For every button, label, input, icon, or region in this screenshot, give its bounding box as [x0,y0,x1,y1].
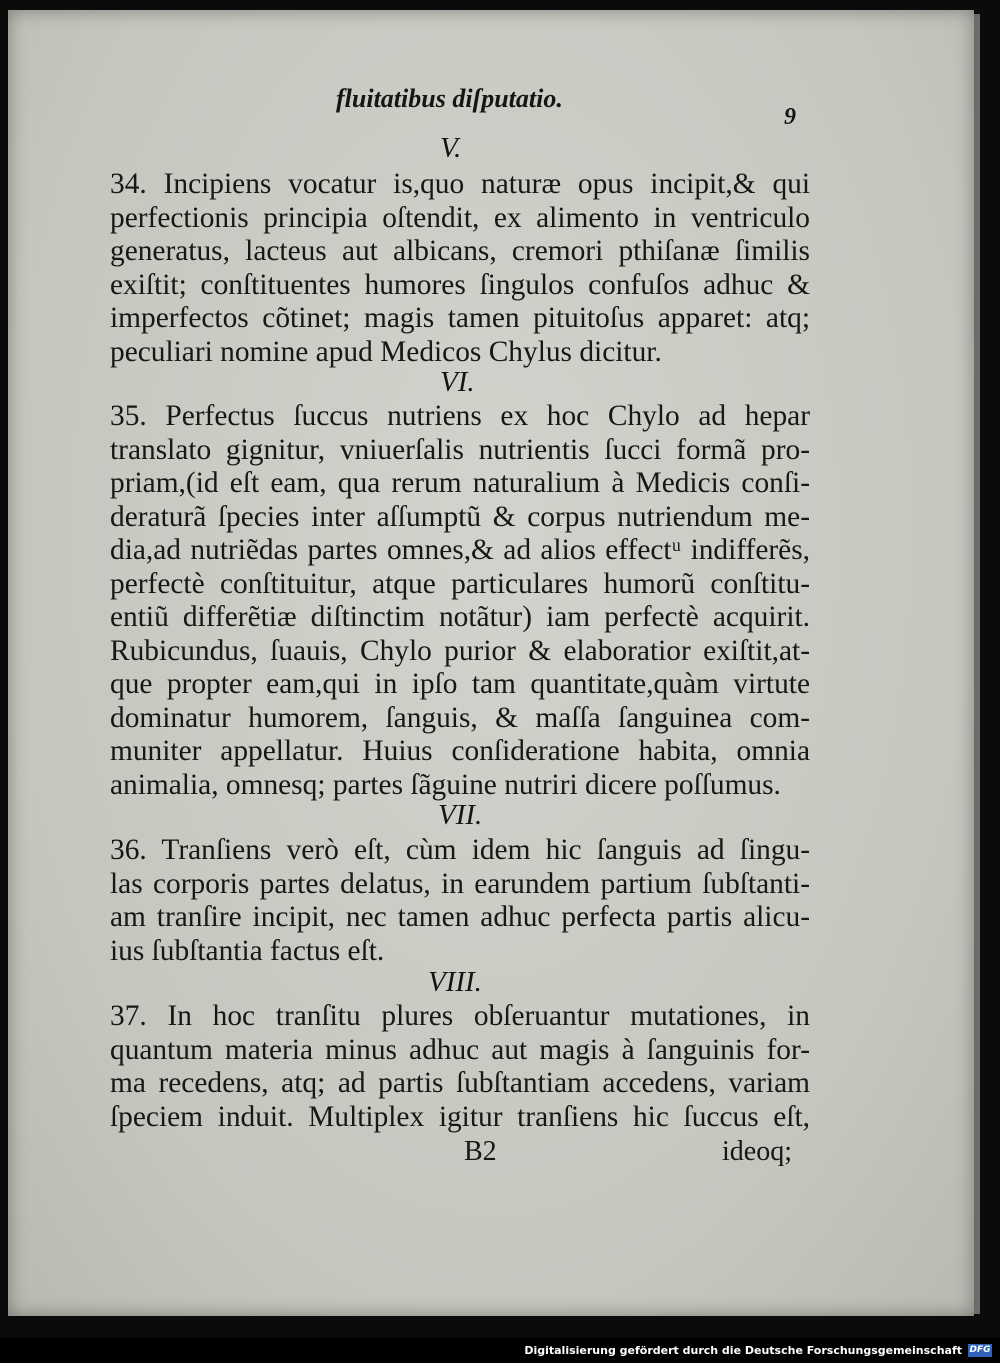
dfg-logo-icon: DFG [969,1345,991,1355]
footer-credit: Digitalisierung gefördert durch die Deutsche Forschungsgemeinschaft [524,1344,962,1357]
running-head: fluitatibus diſputatio. [336,84,563,113]
page-edge [974,14,980,1314]
text-line: ma recedens, atq; ad partis ſubſtantiam accedens, variam [110,1067,810,1099]
text-line: Rubicundus, ſuauis, Chylo purior & elaboratior exiſtit,at- [110,634,810,667]
text-line: 34. Incipiens vocatur is,quo naturæ opus incipit,& qui [110,168,810,200]
text-line: perfectè conſtituitur, atque particulares humorũ conſtitu- [110,567,810,600]
paragraph-36 [110,834,810,968]
text-line: deraturã ſpecies inter aſſumptũ & corpus nutriendum me- [110,500,810,533]
text-line: 37. In hoc tranſitu plures obſeruantur mutationes, in [110,1000,810,1032]
text-line: que propter eam,qui in ipſo tam quantitate,quàm virtute [110,668,810,700]
catchword: ideoq; [722,1136,792,1167]
text-line: peculiari nomine apud Medicos Chylus dicitur. [110,335,662,368]
text-line: las corporis partes delatus, in earundem partium ſubſtanti- [110,867,810,900]
text-line: translato gignitur, vniuerſalis nutrientis ſucci formã pro- [110,433,810,466]
text-line: 35. Perfectus ſuccus nutriens ex hoc Chylo ad hepar [110,400,810,432]
paragraph-35 [110,400,810,802]
text-line: ius ſubſtantia factus eſt. [110,934,385,967]
text-line: dia,ad nutriẽdas partes omnes,& ad alios effectᵘ indifferẽs, [110,534,810,566]
text-line: 36. Tranſiens verò eſt, cùm idem hic ſanguis ad ſingu- [110,834,810,866]
text-line: perfectionis principia oſtendit, ex alimento in ventriculo [110,201,810,234]
text-line: muniter appellatur. Huius conſideratione habita, omnia [110,735,810,767]
text-line: ſpeciem induit. Multiplex igitur tranſiens hic ſuccus eſt, [110,1100,810,1133]
text-line: priam,(id eſt eam, qua rerum naturalium à Medicis conſi- [110,467,810,499]
signature-mark: B2 [464,1136,497,1167]
text-line: am tranſire incipit, nec tamen adhuc perfecta partis alicu- [110,901,810,933]
text-line: generatus, lacteus aut albicans, cremori pthiſanæ ſimilis [110,235,810,267]
text-line: entiũ differẽtiæ diſtinctim notãtur) iam perfectè acquirit. [110,601,810,633]
text-line: quantum materia minus adhuc aut magis à ſanguinis for- [110,1033,810,1066]
text-line: dominatur humorem, ſanguis, & maſſa ſanguinea com- [110,701,810,734]
section-numeral-v: V. [440,132,462,164]
paragraph-34 [110,168,810,369]
text-line: imperfectos cõtinet; magis tamen pituitoſus apparet: atq; [110,302,810,334]
text-line: animalia, omnesq; partes ſãguine nutriri dicere poſſumus. [110,768,781,801]
page-number: 9 [784,104,796,130]
section-numeral-vii: VII. [438,799,483,831]
text-line: exiſtit; conſtituentes humores ſingulos confuſos adhuc & [110,268,810,301]
paragraph-37 [110,1000,810,1134]
section-numeral-viii: VIII. [428,966,482,998]
section-numeral-vi: VI. [440,366,475,398]
